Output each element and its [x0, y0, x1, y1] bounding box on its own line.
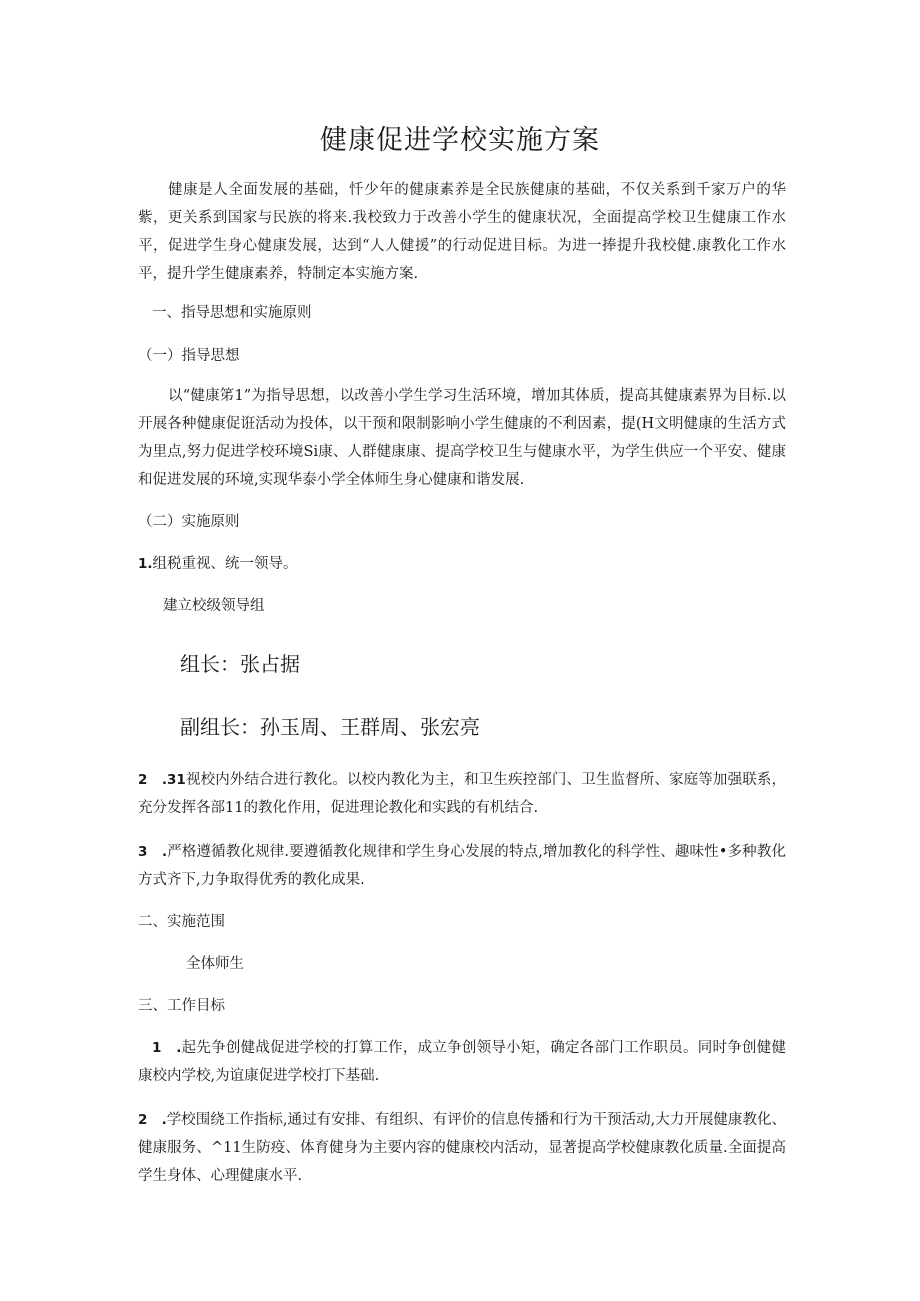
document-title: 健康促进学校实施方案: [320, 125, 600, 156]
item-text: 视校内外结合进行教化。以校内教化为主，和卫生疾控部门、卫生监督所、家庭等加强联系，充分发挥各部11的教化作用，促进理论教化和实践的有机结合.: [138, 772, 786, 816]
principle-item-1: [138, 553, 298, 575]
deputy-leader-line: 副组长：孙玉周、王群周、张宏亮: [180, 715, 480, 739]
intro-paragraph: 健康是人全面发展的基础，忏少年的健康素养是全民族健康的基础，不仅关系到千家万户的华紫，更关系到国家与民族的将来.我校致力于改善小学生的健康状况，全面提高学校卫生健康工作水平，促进学生身心健康发展，达到“人人健援”的行动促进目标。为进一捧提升我校健.康教化工作水平，提升学生健康素养，特制定本实施方案.: [138, 182, 786, 282]
item-text: 学校围绕工作指标,通过有安排、有组织、有评价的信息传播和行为干预活动,大力开展健康教化、健康服务、^11生防疫、体育健身为主要内容的健康校内活动，显著提高学校健康教化质量.全面提高学生身体、心理健康水平.: [138, 1112, 786, 1184]
item-number: 2 .31: [138, 772, 186, 788]
section3-heading: 三、工作目标: [138, 998, 225, 1014]
item-number: 1 .: [152, 1040, 182, 1056]
leader-group-line: 建立校级领导组: [163, 598, 265, 614]
section2-text: 全体师生: [186, 956, 244, 972]
section2-heading: 二、实施范围: [138, 914, 225, 930]
principle-item-2: [138, 766, 786, 822]
principle-item-3: [138, 838, 786, 894]
goal-item-2: [138, 1106, 786, 1190]
item-text: 严格遵循教化规律.要遵循教化规律和学生身心发展的特点,增加教化的科学性、趣味性•多种教化方式齐下,力争取得优秀的教化成果.: [138, 844, 786, 888]
goal-item-1: [138, 1034, 786, 1090]
item-number: 1.: [138, 556, 153, 572]
item-text: 组税重视、统一领导。: [152, 556, 298, 572]
sub2-heading: （二）实施原则: [138, 514, 240, 530]
item-text: 起先争创健战促进学校的打算工作，成立争创领导小矩，确定各部门工作职员。同时争创健健康校内学校,为谊康促进学校打下基础.: [138, 1040, 787, 1084]
item-number: 3 .: [138, 844, 168, 860]
leader-line: 组长：张占据: [180, 652, 300, 676]
section1-heading: 一、指导思想和实施原则: [152, 305, 312, 321]
item-number: 2 .: [138, 1112, 167, 1128]
sub1-heading: （一）指导思想: [138, 348, 240, 364]
sub1-paragraph: 以“健康笫1”为指导思想，以改善小学生学习生活环境，增加其体质，提高其健康素界为目标.以开展各种健康促诳活动为投体，以干预和限制影响小学生健康的不利因素，提(H文明健康的生活方式为里点,努力促进学校环境Si康、人群健康康、提高学校卫生与健康水平，为学生供应一个平安、健康和促进发展的环境,实现华泰小学全体师生身心健康和谐发展.: [138, 388, 786, 488]
